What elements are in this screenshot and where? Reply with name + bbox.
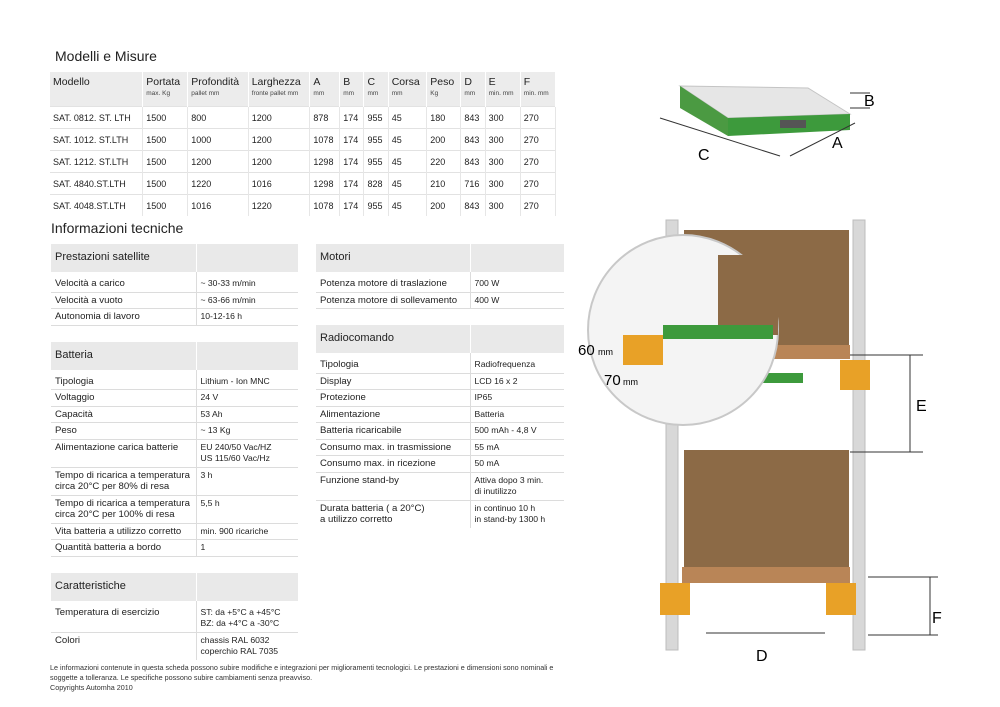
spec-row	[51, 495, 298, 523]
table-cell: 45	[388, 107, 427, 129]
spec-label: Funzione stand-by	[316, 472, 470, 500]
col-label: Larghezza	[251, 76, 301, 88]
table-cell: 174	[340, 151, 364, 173]
spec-row	[51, 406, 298, 423]
spec-value: 5,5 h	[196, 495, 298, 523]
col-unit: fronte pallet mm	[251, 90, 299, 97]
table-cell: 200	[427, 195, 461, 217]
table-cell: 1500	[143, 173, 188, 195]
spec-value: ~ 63-66 m/min	[196, 292, 298, 309]
section-header	[316, 325, 564, 353]
spec-row	[51, 276, 298, 292]
table-row	[50, 173, 556, 195]
spec-value: ~ 13 Kg	[196, 423, 298, 440]
table-cell: 300	[485, 173, 520, 195]
spec-label: Tipologia	[320, 359, 359, 370]
table-cell: 843	[461, 195, 485, 217]
spec-value: ~ 30-33 m/min	[196, 276, 298, 292]
dim-label-d: D	[756, 648, 768, 665]
spec-value: 500 mAh - 4,8 V	[470, 423, 564, 440]
spec-value: 53 Ah	[196, 406, 298, 423]
col-unit: max. Kg	[146, 90, 171, 97]
detail-rail	[623, 335, 663, 365]
col-label: Peso	[430, 76, 455, 88]
col-unit: mm	[367, 90, 379, 97]
spec-value: ST: da +5°C a +45°C BZ: da +4°C a -30°C	[196, 605, 298, 633]
table-cell: 210	[427, 173, 461, 195]
spec-row	[316, 390, 564, 407]
models-col-2	[188, 72, 248, 107]
models-title: Modelli e Misure	[55, 48, 157, 64]
spec-table-left	[51, 244, 298, 660]
col-label: A	[313, 76, 321, 88]
table-cell: 1500	[143, 107, 188, 129]
table-cell: 270	[520, 151, 555, 173]
spec-label: Peso	[51, 423, 196, 440]
table-cell: 200	[427, 129, 461, 151]
table-cell: 955	[364, 107, 388, 129]
section-header	[51, 342, 298, 370]
table-cell: 300	[485, 195, 520, 217]
table-cell: 1220	[188, 173, 248, 195]
spec-value: chassis RAL 6032 coperchio RAL 7035	[196, 632, 298, 660]
spec-row	[316, 472, 564, 500]
col-label: C	[367, 76, 376, 88]
spec-row	[316, 276, 564, 292]
col-label: Modello	[53, 76, 90, 88]
table-cell: 1016	[188, 195, 248, 217]
spec-label: Potenza motore di sollevamento	[316, 292, 470, 309]
table-cell: 828	[364, 173, 388, 195]
spec-row	[51, 309, 298, 326]
spec-row	[51, 374, 298, 390]
table-cell: 174	[340, 195, 364, 217]
spec-value: 400 W	[470, 292, 564, 309]
upper-rail-right	[840, 360, 870, 390]
col-unit: Kg	[430, 90, 439, 97]
spec-label: Tempo di ricarica a temperatura circa 20°C per 80% di resa	[51, 467, 196, 495]
table-cell: 1078	[310, 195, 340, 217]
models-col-8	[427, 72, 461, 107]
table-cell: 878	[310, 107, 340, 129]
spec-value: 55 mA	[470, 439, 564, 456]
spec-value: in continuo 10 h in stand-by 1300 h	[470, 500, 564, 528]
table-cell: 1500	[143, 129, 188, 151]
dim-unit-70: mm	[623, 377, 638, 387]
section-header	[51, 573, 298, 601]
section-spacer	[51, 325, 298, 342]
lower-rail-right	[826, 583, 856, 615]
spec-value: Lithium - Ion MNC	[196, 374, 298, 390]
dim-label-a: A	[832, 135, 843, 152]
table-cell: 220	[427, 151, 461, 173]
table-cell: 300	[485, 151, 520, 173]
section-title: Caratteristiche	[51, 573, 196, 601]
table-cell: 270	[520, 107, 555, 129]
table-row	[50, 107, 556, 129]
spec-row	[316, 500, 564, 528]
col-unit: mm	[391, 90, 403, 97]
table-row	[50, 151, 556, 173]
spec-value: Batteria	[470, 406, 564, 423]
table-cell: 1200	[248, 129, 310, 151]
table-cell: SAT. 4048.ST.LTH	[50, 195, 143, 217]
spec-label: Colori	[51, 632, 196, 660]
col-label: F	[523, 76, 531, 88]
spec-row	[51, 605, 298, 633]
models-col-6	[364, 72, 388, 107]
table-cell: 1220	[248, 195, 310, 217]
rack-illustration	[578, 215, 958, 665]
spec-value: 3 h	[196, 467, 298, 495]
dim-label-f: F	[932, 610, 942, 627]
spec-row	[316, 292, 564, 309]
spec-value: EU 240/50 Vac/HZ US 115/60 Vac/Hz	[196, 439, 298, 467]
table-cell: 174	[340, 173, 364, 195]
table-cell: 270	[520, 129, 555, 151]
spec-value: 10-12-16 h	[196, 309, 298, 326]
table-cell: 180	[427, 107, 461, 129]
table-cell: 1500	[143, 151, 188, 173]
spec-row	[51, 423, 298, 440]
detail-load-box	[718, 255, 778, 335]
tech-title: Informazioni tecniche	[51, 220, 184, 236]
table-cell: 955	[364, 129, 388, 151]
table-cell: 1200	[188, 151, 248, 173]
footer-note	[50, 663, 570, 693]
dim-label-70: 70	[604, 372, 621, 389]
section-spacer	[316, 309, 564, 326]
section-header	[316, 244, 564, 272]
shuttle-illustration	[640, 78, 890, 168]
table-cell: 270	[520, 173, 555, 195]
models-col-9	[461, 72, 485, 107]
section-title: Prestazioni satellite	[51, 244, 196, 272]
col-unit: mm	[313, 90, 325, 97]
table-cell: 300	[485, 107, 520, 129]
section-title-fill	[470, 325, 564, 353]
models-table	[50, 72, 556, 216]
table-cell: 1078	[310, 129, 340, 151]
table-cell: 270	[520, 195, 555, 217]
lower-load-box	[684, 450, 849, 570]
col-unit: pallet mm	[191, 90, 220, 97]
models-col-11	[520, 72, 555, 107]
models-col-5	[340, 72, 364, 107]
section-title-fill	[470, 244, 564, 272]
spec-label: Voltaggio	[51, 390, 196, 407]
dim-unit-60: mm	[598, 347, 613, 357]
section-title: Batteria	[51, 342, 196, 370]
table-cell: 955	[364, 151, 388, 173]
spec-label: Protezione	[316, 390, 470, 407]
models-body	[50, 107, 556, 217]
spec-value: Attiva dopo 3 min. di inutilizzo	[470, 472, 564, 500]
spec-row	[51, 439, 298, 467]
section-title-fill	[196, 573, 298, 601]
spec-label: Alimentazione	[316, 406, 470, 423]
spec-row	[51, 292, 298, 309]
table-cell: 174	[340, 107, 364, 129]
spec-value: IP65	[470, 390, 564, 407]
spec-row	[316, 357, 564, 373]
models-header-row	[50, 72, 556, 107]
section-title-fill	[196, 244, 298, 272]
table-cell: 843	[461, 151, 485, 173]
table-cell: 45	[388, 195, 427, 217]
col-label: E	[488, 76, 496, 88]
table-cell: 800	[188, 107, 248, 129]
table-cell: SAT. 4840.ST.LTH	[50, 173, 143, 195]
spec-label: Alimentazione carica batterie	[51, 439, 196, 467]
col-unit: min. mm	[488, 90, 514, 97]
spec-label: Quantità batteria a bordo	[51, 540, 196, 557]
detail-shuttle	[663, 325, 773, 339]
spec-label: Consumo max. in ricezione	[316, 456, 470, 473]
spec-row	[51, 390, 298, 407]
col-label: Profondità	[191, 76, 240, 88]
spec-label: Autonomia di lavoro	[51, 309, 196, 326]
table-cell: 1016	[248, 173, 310, 195]
dim-label-60: 60	[578, 342, 595, 359]
col-unit: min. mm	[523, 90, 549, 97]
spec-label: Velocità a carico	[55, 278, 125, 289]
spec-row	[51, 523, 298, 540]
section-title: Radiocomando	[316, 325, 470, 353]
spec-label: Potenza motore di traslazione	[320, 278, 447, 289]
spec-value: 700 W	[470, 276, 564, 292]
table-cell: 1298	[310, 173, 340, 195]
spec-row	[316, 456, 564, 473]
col-label: Portata	[146, 76, 181, 88]
spacer-cell	[51, 325, 298, 342]
spec-row	[316, 406, 564, 423]
table-cell: 1500	[143, 195, 188, 217]
table-cell: 1200	[248, 107, 310, 129]
spec-table-right	[316, 244, 564, 528]
spec-row	[51, 540, 298, 557]
table-cell: 1200	[248, 151, 310, 173]
table-cell: 174	[340, 129, 364, 151]
dim-label-c: C	[698, 147, 710, 164]
footer-copyright: Copyrights Automha 2010	[50, 683, 133, 692]
table-cell: 45	[388, 151, 427, 173]
table-cell: 1298	[310, 151, 340, 173]
lower-pallet	[682, 567, 850, 583]
table-cell: 1000	[188, 129, 248, 151]
spec-label: Tempo di ricarica a temperatura circa 20°C per 100% di resa	[51, 495, 196, 523]
table-row	[50, 195, 556, 217]
spec-label: Durata batteria ( a 20°C) a utilizzo corretto	[316, 500, 470, 528]
spec-label: Batteria ricaricabile	[316, 423, 470, 440]
spec-label: Temperatura di esercizio	[55, 606, 160, 618]
table-cell: SAT. 1012. ST.LTH	[50, 129, 143, 151]
spec-label: Capacità	[51, 406, 196, 423]
col-unit: mm	[464, 90, 476, 97]
spec-row	[51, 467, 298, 495]
table-cell: SAT. 1212. ST.LTH	[50, 151, 143, 173]
table-cell: 716	[461, 173, 485, 195]
col-label: Corsa	[391, 76, 420, 88]
models-col-1	[143, 72, 188, 107]
table-cell: 843	[461, 129, 485, 151]
spec-label: Tipologia	[55, 375, 94, 387]
dim-label-b: B	[864, 93, 875, 110]
table-cell: 45	[388, 129, 427, 151]
table-cell: 45	[388, 173, 427, 195]
spec-value: min. 900 ricariche	[196, 523, 298, 540]
models-col-7	[388, 72, 427, 107]
spec-row	[51, 632, 298, 660]
spec-row	[316, 373, 564, 390]
spec-value: LCD 16 x 2	[470, 373, 564, 390]
section-title-fill	[196, 342, 298, 370]
spec-value: 1	[196, 540, 298, 557]
models-col-10	[485, 72, 520, 107]
table-row	[50, 129, 556, 151]
section-header	[51, 244, 298, 272]
models-col-0	[50, 72, 143, 107]
table-cell: 300	[485, 129, 520, 151]
footer-disclaimer: Le informazioni contenute in questa scheda possono subire modifiche e integrazioni per miglioramenti tecnologici. Le prestazioni e dimensioni sono nominali e soggette a tolleranza. Le specifiche possono subire cambiamenti senza preavviso.	[50, 663, 554, 682]
spec-value: 50 mA	[470, 456, 564, 473]
section-spacer	[51, 556, 298, 573]
spec-value: Radiofrequenza	[470, 357, 564, 373]
spec-label: Vita batteria a utilizzo corretto	[51, 523, 196, 540]
spec-label: Display	[316, 373, 470, 390]
spec-label: Velocità a vuoto	[51, 292, 196, 309]
dim-label-e: E	[916, 398, 927, 415]
shuttle-label-plate	[780, 120, 806, 128]
spec-label: Consumo max. in trasmissione	[316, 439, 470, 456]
lower-rail-left	[660, 583, 690, 615]
col-unit: mm	[343, 90, 355, 97]
col-label: D	[464, 76, 472, 88]
models-col-4	[310, 72, 340, 107]
spec-row	[316, 423, 564, 440]
table-cell: 955	[364, 195, 388, 217]
spacer-cell	[316, 309, 564, 326]
col-label: B	[343, 76, 351, 88]
spec-value: 24 V	[196, 390, 298, 407]
section-title: Motori	[316, 244, 470, 272]
spec-row	[316, 439, 564, 456]
models-col-3	[248, 72, 310, 107]
table-cell: 843	[461, 107, 485, 129]
table-cell: SAT. 0812. ST. LTH	[50, 107, 143, 129]
spacer-cell	[51, 556, 298, 573]
